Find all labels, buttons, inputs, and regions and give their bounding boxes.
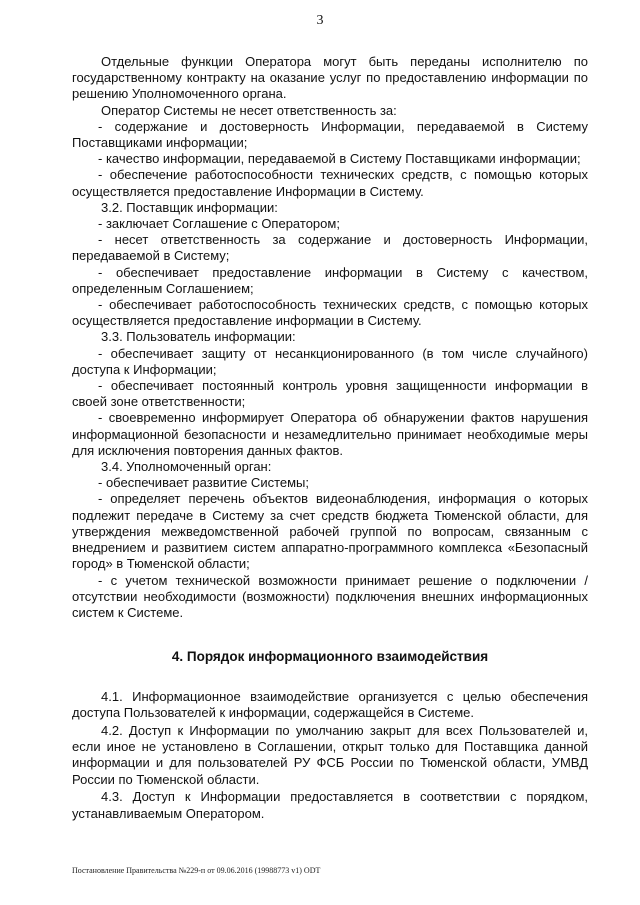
paragraph: - содержание и достоверность Информации, передаваемой в Систему Поставщиками информации; <box>72 118 588 151</box>
paragraph: 4.2. Доступ к Информации по умолчанию закрыт для всех Пользователей и, если иное не установлено в Соглашении, открыт только для Поставщика данной информации и для пользователей РУ ФСБ России по Тюменской области, УМВД России по Тюменской области. <box>72 723 588 787</box>
paragraph: 3.2. Поставщик информации: <box>101 199 278 215</box>
paragraph: - своевременно информирует Оператора об обнаружении фактов нарушения информационной безопасности и незамедлительно принимает необходимые меры для исключения повторения данных фактов. <box>72 410 588 458</box>
paragraph: 4.3. Доступ к Информации предоставляется в соответствии с порядком, устанавливаемым Оператором. <box>72 789 588 821</box>
paragraph: - обеспечивает постоянный контроль уровня защищенности информации в своей зоне ответственности; <box>72 378 588 410</box>
document-footer: Постановление Правительства №229-п от 09.06.2016 (19988773 v1) ODT <box>72 866 321 875</box>
section-heading: 4. Порядок информационного взаимодействия <box>171 649 489 665</box>
paragraph: Оператор Системы не несет ответственность за: <box>101 102 397 118</box>
paragraph: Отдельные функции Оператора могут быть переданы исполнителю по государственному контракту на оказание услуг по предоставлению информации по решению Уполномоченного органа. <box>72 54 588 102</box>
page-number: 3 <box>316 13 324 28</box>
section-3-continuation <box>72 54 588 621</box>
paragraph: - обеспечивает работоспособность технических средств, с помощью которых осуществляется предоставление информации в Систему. <box>72 297 588 329</box>
paragraph: 4.1. Информационное взаимодействие организуется с целью обеспечения доступа Пользователей к информации, содержащейся в Системе. <box>72 689 588 721</box>
paragraph: 3.4. Уполномоченный орган: <box>101 459 272 475</box>
paragraph: - обеспечение работоспособности технических средств, с помощью которых осуществляется предоставление Информации в Систему. <box>72 167 588 199</box>
paragraph: - определяет перечень объектов видеонаблюдения, информация о которых подлежит передаче в Систему за счет средств бюджета Тюменской области, для утверждения межведомственной рабочей группой по вопросам, связанным с внедрением и развитием систем аппаратно-программного комплекса «Безопасный город» в Тюменской области; <box>72 491 588 572</box>
section-4-body <box>72 689 588 822</box>
paragraph: - заключает Соглашение с Оператором; <box>98 216 340 232</box>
paragraph: - качество информации, передаваемой в Систему Поставщиками информации; <box>98 151 581 167</box>
paragraph: - с учетом технической возможности принимает решение о подключении / отсутствии необходимости (возможности) подключения внешних информационных систем к Системе. <box>72 572 588 620</box>
document-body <box>72 54 588 823</box>
paragraph: - обеспечивает предоставление информации в Систему с качеством, определенным Соглашением; <box>72 264 588 296</box>
paragraph: - обеспечивает развитие Системы; <box>98 475 310 491</box>
paragraph: 3.3. Пользователь информации: <box>101 329 296 345</box>
paragraph: - обеспечивает защиту от несанкционированного (в том числе случайного) доступа к Информации; <box>72 345 588 377</box>
paragraph: - несет ответственность за содержание и достоверность Информации, передаваемой в Систему; <box>72 232 588 264</box>
